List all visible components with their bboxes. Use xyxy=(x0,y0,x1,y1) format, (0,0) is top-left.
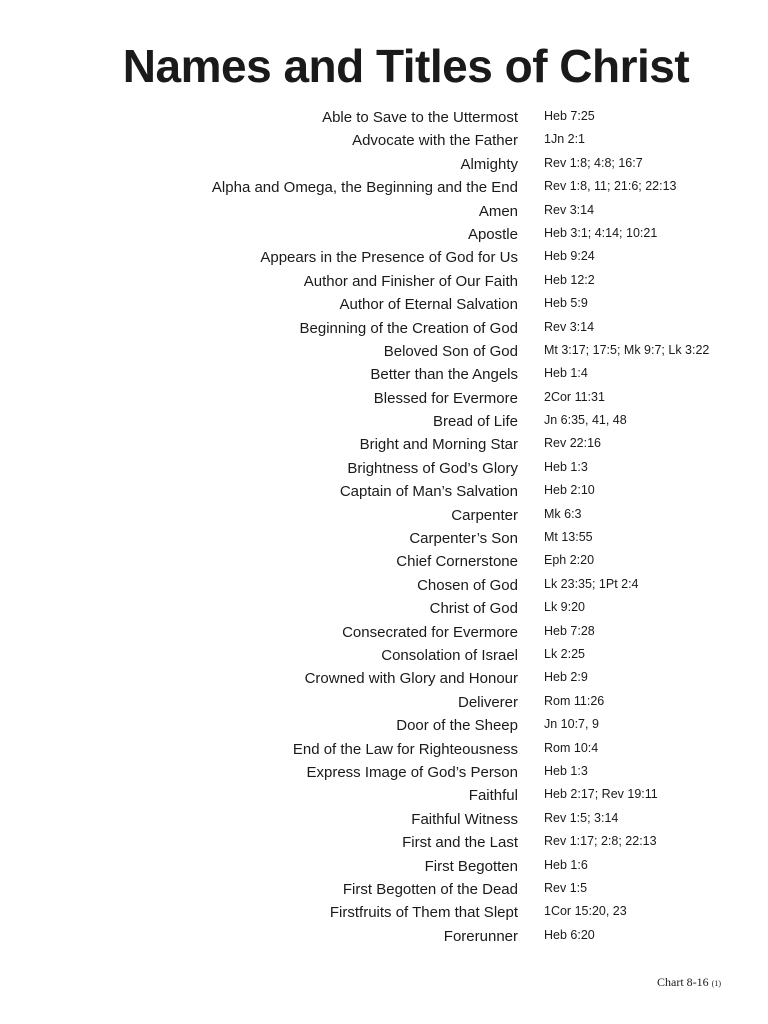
title-name: Carpenter’s Son xyxy=(409,530,518,548)
title-name: Carpenter xyxy=(451,506,518,524)
chart-footer xyxy=(657,975,721,990)
scripture-reference: Jn 10:7, 9 xyxy=(544,717,599,732)
scripture-reference: Heb 1:4 xyxy=(544,366,588,381)
title-name: Door of the Sheep xyxy=(396,717,518,735)
list-item xyxy=(0,784,768,807)
list-item xyxy=(0,738,768,761)
title-name: Captain of Man’s Salvation xyxy=(339,483,518,501)
scripture-reference: Rev 22:16 xyxy=(544,436,601,451)
names-list xyxy=(0,106,768,948)
title-name: Deliverer xyxy=(457,693,518,711)
list-item xyxy=(0,480,768,503)
title-name: Faithful xyxy=(468,787,518,805)
title-name: Faithful Witness xyxy=(411,810,518,828)
list-item xyxy=(0,644,768,667)
title-name: Bright and Morning Star xyxy=(359,436,518,454)
list-item xyxy=(0,200,768,223)
scripture-reference: 2Cor 11:31 xyxy=(544,389,605,404)
title-name: Apostle xyxy=(467,225,518,243)
list-item xyxy=(0,457,768,480)
title-name: Better than the Angels xyxy=(370,366,518,384)
scripture-reference: Heb 1:3 xyxy=(544,459,588,474)
list-item xyxy=(0,855,768,878)
scripture-reference: Heb 9:24 xyxy=(544,249,595,264)
scripture-reference: Heb 1:3 xyxy=(544,763,588,778)
title-name: Beginning of the Creation of God xyxy=(299,319,518,337)
scripture-reference: Heb 1:6 xyxy=(544,857,588,872)
title-name: End of the Law for Righteousness xyxy=(292,740,518,758)
title-name: First Begotten xyxy=(424,857,518,875)
title-name: Amen xyxy=(478,202,518,220)
list-item xyxy=(0,550,768,573)
list-item xyxy=(0,574,768,597)
list-item xyxy=(0,667,768,690)
list-item xyxy=(0,504,768,527)
scripture-reference: 1Cor 15:20, 23 xyxy=(544,904,627,919)
title-name: First Begotten of the Dead xyxy=(342,880,518,898)
list-item xyxy=(0,270,768,293)
scripture-reference: Heb 7:28 xyxy=(544,623,595,638)
page-title: Names and Titles of Christ xyxy=(122,40,690,92)
list-item xyxy=(0,761,768,784)
chart-label: Chart 8-16 xyxy=(657,975,709,989)
title-name: Crowned with Glory and Honour xyxy=(304,670,518,688)
scripture-reference: Heb 5:9 xyxy=(544,296,588,311)
scripture-reference: Heb 3:1; 4:14; 10:21 xyxy=(544,225,658,240)
scripture-reference: Mt 13:55 xyxy=(544,530,593,545)
title-name: Consecrated for Evermore xyxy=(342,623,518,641)
list-item xyxy=(0,317,768,340)
list-item xyxy=(0,831,768,854)
title-name: Chief Cornerstone xyxy=(396,553,518,571)
scripture-reference: Heb 12:2 xyxy=(544,272,595,287)
list-item xyxy=(0,106,768,129)
title-name: Forerunner xyxy=(443,927,518,945)
scripture-reference: Lk 2:25 xyxy=(544,646,586,661)
chart-page-number: (1) xyxy=(711,979,721,988)
title-name: Brightness of God’s Glory xyxy=(347,459,518,477)
list-item xyxy=(0,129,768,152)
title-name: Firstfruits of Them that Slept xyxy=(329,904,518,922)
list-item xyxy=(0,153,768,176)
list-item xyxy=(0,925,768,948)
scripture-reference: Lk 23:35; 1Pt 2:4 xyxy=(544,576,639,591)
scripture-reference: Rev 1:5 xyxy=(544,880,588,895)
title-name: Christ of God xyxy=(429,600,518,618)
list-item xyxy=(0,387,768,410)
scripture-reference: Heb 2:10 xyxy=(544,483,595,498)
title-name: Advocate with the Father xyxy=(352,132,518,150)
scripture-reference: Lk 9:20 xyxy=(544,600,586,615)
scripture-reference: Rev 1:5; 3:14 xyxy=(544,810,619,825)
scripture-reference: Rev 1:17; 2:8; 22:13 xyxy=(544,834,657,849)
scripture-reference: Mt 3:17; 17:5; Mk 9:7; Lk 3:22 xyxy=(544,342,710,357)
scripture-reference: Rev 1:8, 11; 21:6; 22:13 xyxy=(544,179,677,194)
list-item xyxy=(0,621,768,644)
title-name: Bread of Life xyxy=(432,413,518,431)
list-item xyxy=(0,901,768,924)
scripture-reference: Heb 2:9 xyxy=(544,670,588,685)
list-item xyxy=(0,340,768,363)
title-name: First and the Last xyxy=(402,834,518,852)
list-item xyxy=(0,433,768,456)
title-name: Able to Save to the Uttermost xyxy=(322,109,518,126)
scripture-reference: Rev 1:8; 4:8; 16:7 xyxy=(544,155,643,170)
title-name: Blessed for Evermore xyxy=(373,389,518,407)
title-name: Author of Eternal Salvation xyxy=(339,296,518,314)
title-name: Consolation of Israel xyxy=(381,646,518,664)
title-name: Beloved Son of God xyxy=(383,342,518,360)
scripture-reference: Heb 2:17; Rev 19:11 xyxy=(544,787,658,802)
list-item xyxy=(0,176,768,199)
scripture-reference: Rev 3:14 xyxy=(544,202,595,217)
list-item xyxy=(0,808,768,831)
title-name: Almighty xyxy=(460,155,518,173)
scripture-reference: Mk 6:3 xyxy=(544,506,582,521)
list-item xyxy=(0,293,768,316)
scripture-reference: Rom 10:4 xyxy=(544,740,599,755)
title-name: Express Image of God’s Person xyxy=(306,763,518,781)
title-name: Author and Finisher of Our Faith xyxy=(303,272,518,290)
scripture-reference: 1Jn 2:1 xyxy=(544,132,586,147)
title-name: Appears in the Presence of God for Us xyxy=(260,249,518,267)
list-item xyxy=(0,363,768,386)
list-item xyxy=(0,878,768,901)
list-item xyxy=(0,597,768,620)
scripture-reference: Heb 7:25 xyxy=(544,109,595,123)
list-item xyxy=(0,246,768,269)
scripture-reference: Jn 6:35, 41, 48 xyxy=(544,413,627,428)
scripture-reference: Heb 6:20 xyxy=(544,927,595,942)
list-item xyxy=(0,527,768,550)
scripture-reference: Rom 11:26 xyxy=(544,693,605,708)
list-item xyxy=(0,691,768,714)
title-name: Alpha and Omega, the Beginning and the End xyxy=(211,179,518,197)
scripture-reference: Eph 2:20 xyxy=(544,553,595,568)
list-item xyxy=(0,223,768,246)
list-item xyxy=(0,714,768,737)
title-name: Chosen of God xyxy=(417,576,518,594)
scripture-reference: Rev 3:14 xyxy=(544,319,595,334)
list-item xyxy=(0,410,768,433)
